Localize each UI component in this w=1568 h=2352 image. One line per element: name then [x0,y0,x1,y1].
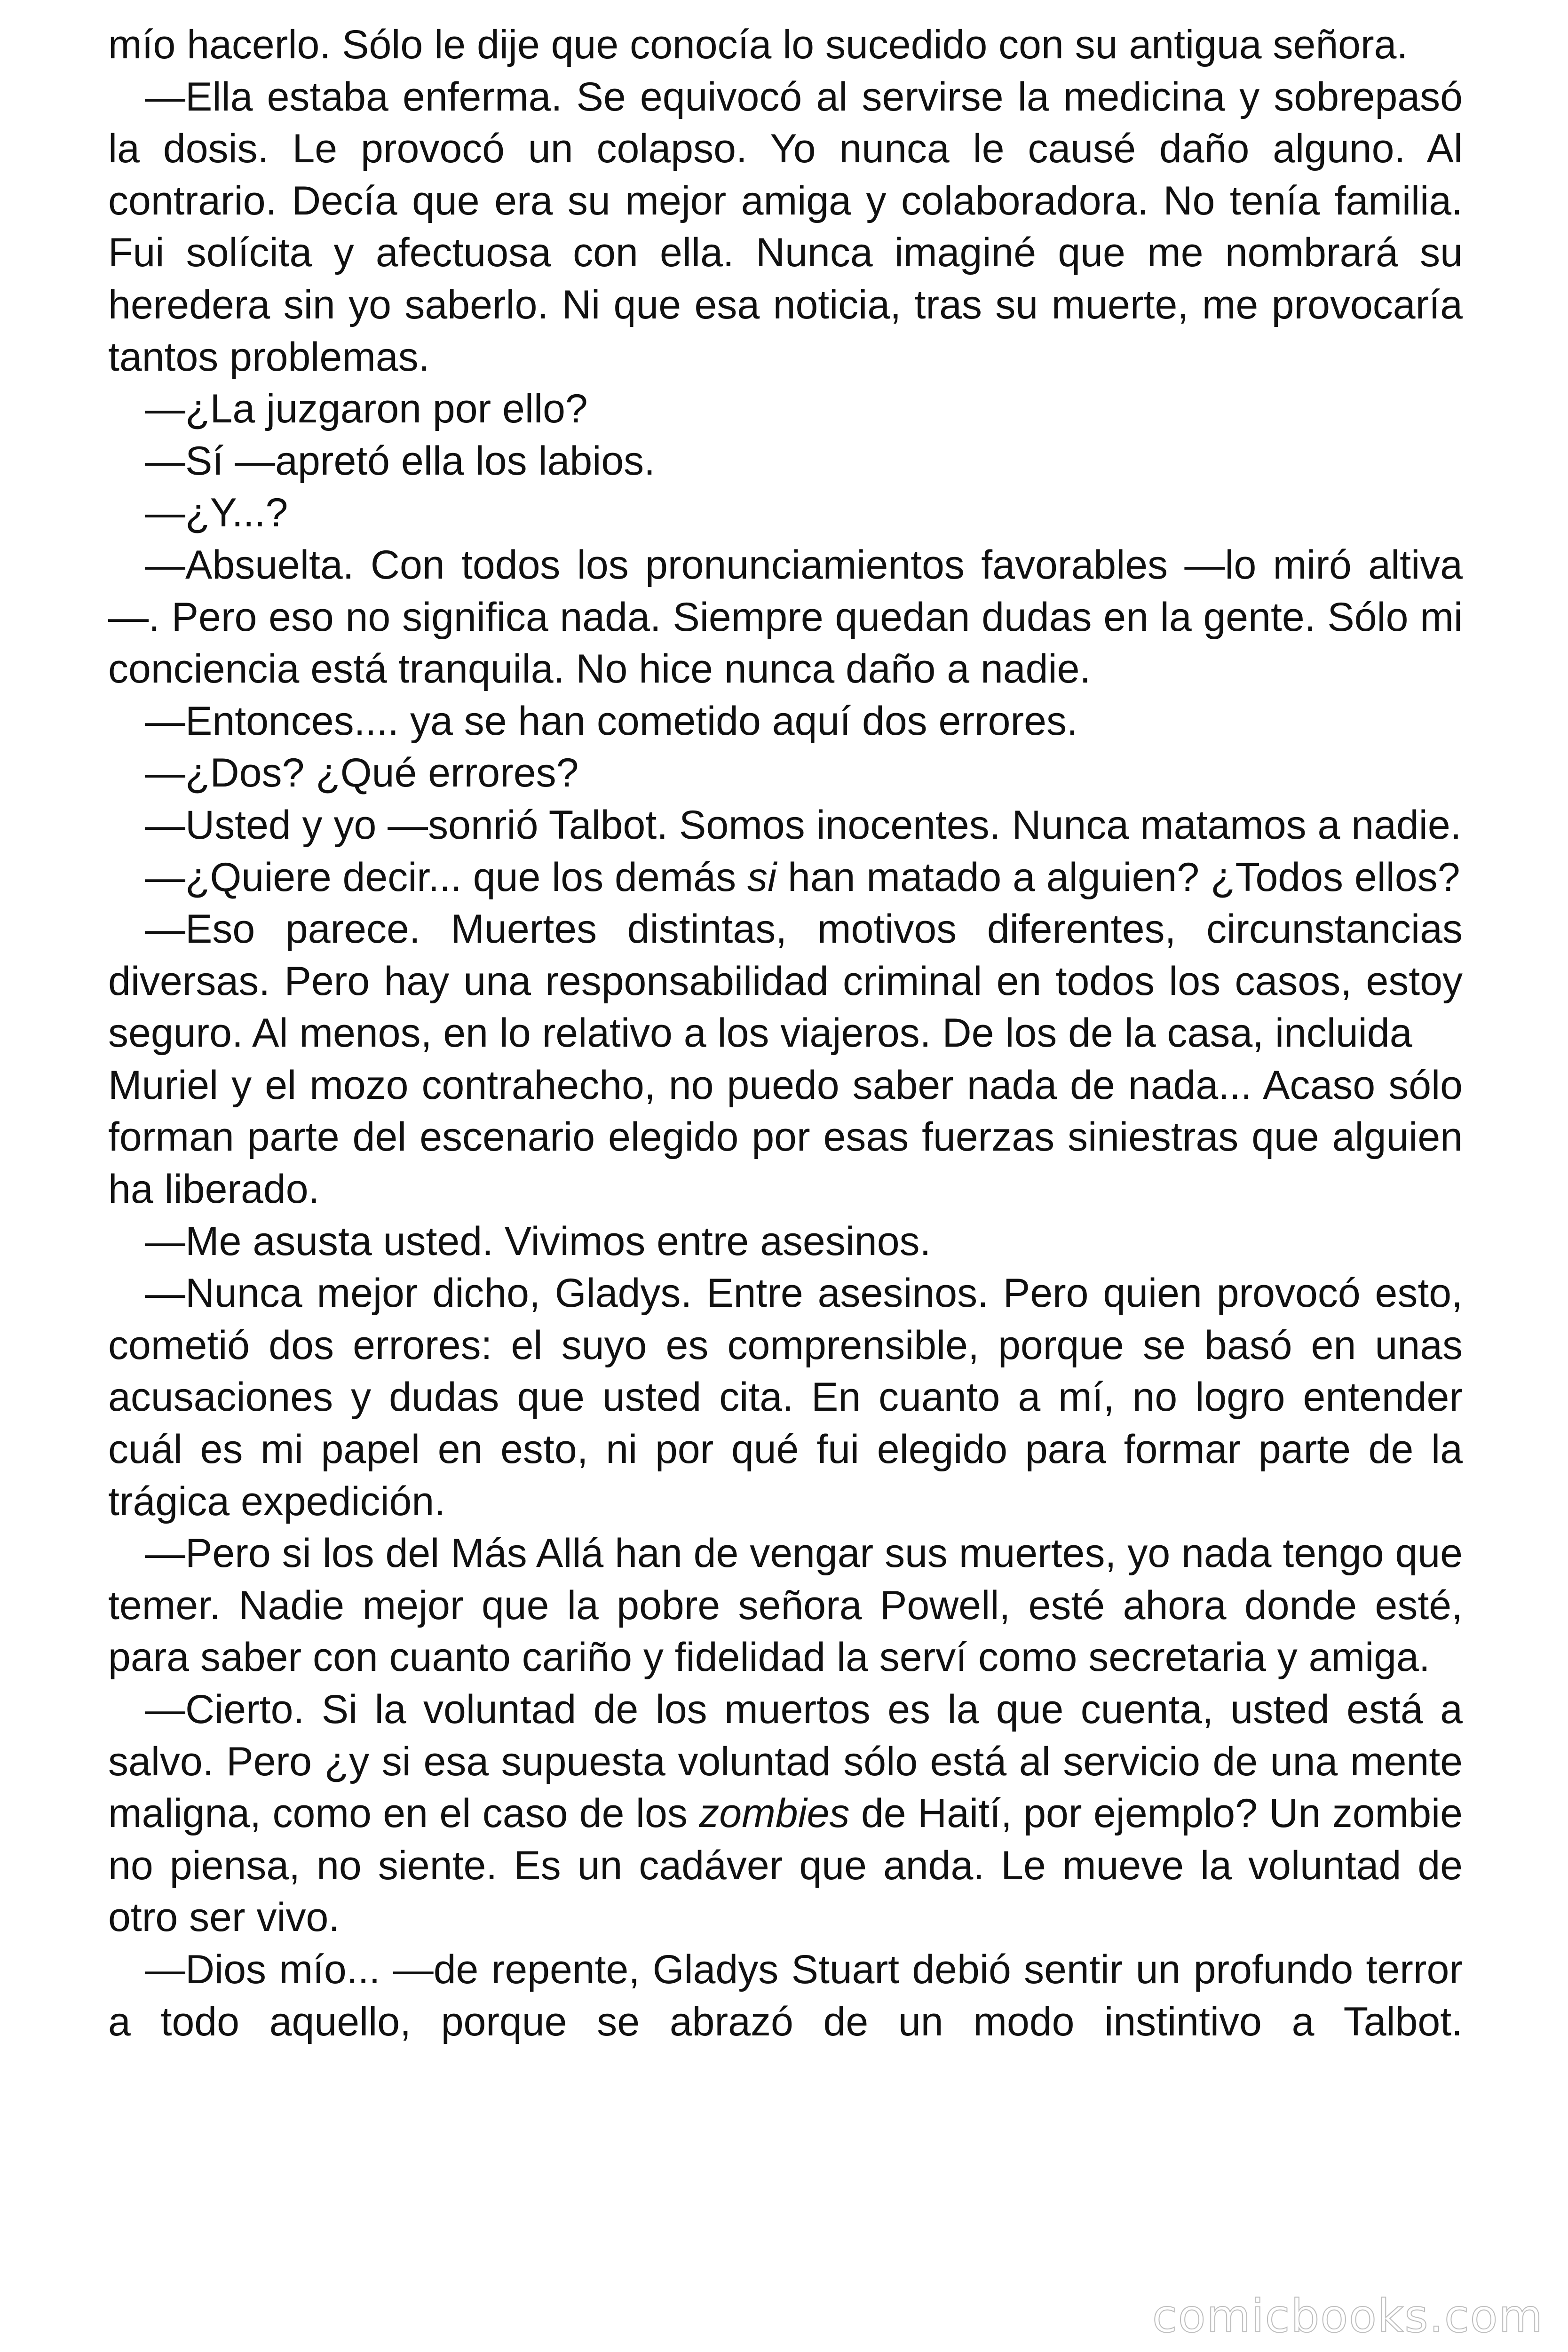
paragraph-3: —¿La juzgaron por ello? [145,386,588,432]
paragraph-10-part-1: —¿Quiere decir... que los demás [145,854,748,900]
paragraph-16-part-1: —Cierto. Si la voluntad de los muertos es la que cuenta, usted está a salvo. Pero ¿y si esa supuesta voluntad sólo está al servicio de una mente maligna, como en el caso de los [108,1687,1463,1836]
paragraph-17: —Dios mío... —de repente, Gladys Stuart debió sentir un profundo terror a todo aquello, porque se abrazó de un modo instintivo a Talbot. [108,1947,1463,2044]
paragraph-8: —¿Dos? ¿Qué errores? [145,750,579,796]
paragraph-10-part-3: han matado a alguien? ¿Todos ellos? [776,854,1460,900]
paragraph-7: —Entonces.... ya se han cometido aquí dos errores. [145,698,1078,744]
paragraph-4: —Sí —apretó ella los labios. [145,438,656,484]
paragraph-14: —Nunca mejor dicho, Gladys. Entre asesinos. Pero quien provocó esto, cometió dos errores: el suyo es comprensible, porque se basó en unas acusaciones y dudas que usted cita. En cuanto a mí, no logro entender cuál es mi papel en esto, ni por qué fui elegido para formar parte de la trágica expedición. [108,1271,1463,1524]
paragraph-2: —Ella estaba enferma. Se equivocó al servirse la medicina y sobrepasó la dosis. Le provocó un colapso. Yo nunca le causé daño alguno. Al contrario. Decía que era su mejor amiga y colaboradora. No tenía familia. Fui solícita y afectuosa con ella. Nunca imaginé que me nombrará su heredera sin yo saberlo. Ni que esa noticia, tras su muerte, me provocaría tantos problemas. [108,74,1463,380]
paragraph-12: Muriel y el mozo contrahecho, no puedo saber nada de nada... Acaso sólo forman parte del escenario elegido por esas fuerzas siniestras que alguien ha liberado. [108,1062,1463,1212]
paragraph-16 [108,1684,1463,1944]
paragraph-9: —Usted y yo —sonrió Talbot. Somos inocentes. Nunca matamos a nadie. [145,802,1462,848]
paragraph-10-emphasis: si [747,854,777,900]
paragraph-16-part-3: de Haití, por ejemplo? Un zombie no piensa, no siente. Es un cadáver que anda. Le mueve la voluntad de otro ser vivo. [108,1791,1463,1940]
watermark-logo: comicbooks.com [1152,2290,1544,2343]
paragraph-15: —Pero si los del Más Allá han de vengar sus muertes, yo nada tengo que temer. Nadie mejor que la pobre señora Powell, esté ahora donde esté, para saber con cuanto cariño y fidelidad la serví como secretaria y amiga. [108,1531,1463,1680]
document-page [108,19,1463,2048]
paragraph-11: —Eso parece. Muertes distintas, motivos diferentes, circunstancias diversas. Pero hay una responsabilidad criminal en todos los casos, estoy seguro. Al menos, en lo relativo a los viajeros. De los de la casa, incluida [108,906,1463,1056]
paragraph-1: mío hacerlo. Sólo le dije que conocía lo sucedido con su antigua señora. [108,22,1408,67]
paragraph-5: —¿Y...? [145,490,288,536]
paragraph-10 [108,851,1463,904]
paragraph-6: —Absuelta. Con todos los pronunciamientos favorables —lo miró altiva—. Pero eso no significa nada. Siempre quedan dudas en la gente. Sólo mi conciencia está tranquila. No hice nunca daño a nadie. [108,542,1463,692]
paragraph-13: —Me asusta usted. Vivimos entre asesinos. [145,1218,931,1264]
paragraph-16-emphasis: zombies [699,1791,850,1836]
